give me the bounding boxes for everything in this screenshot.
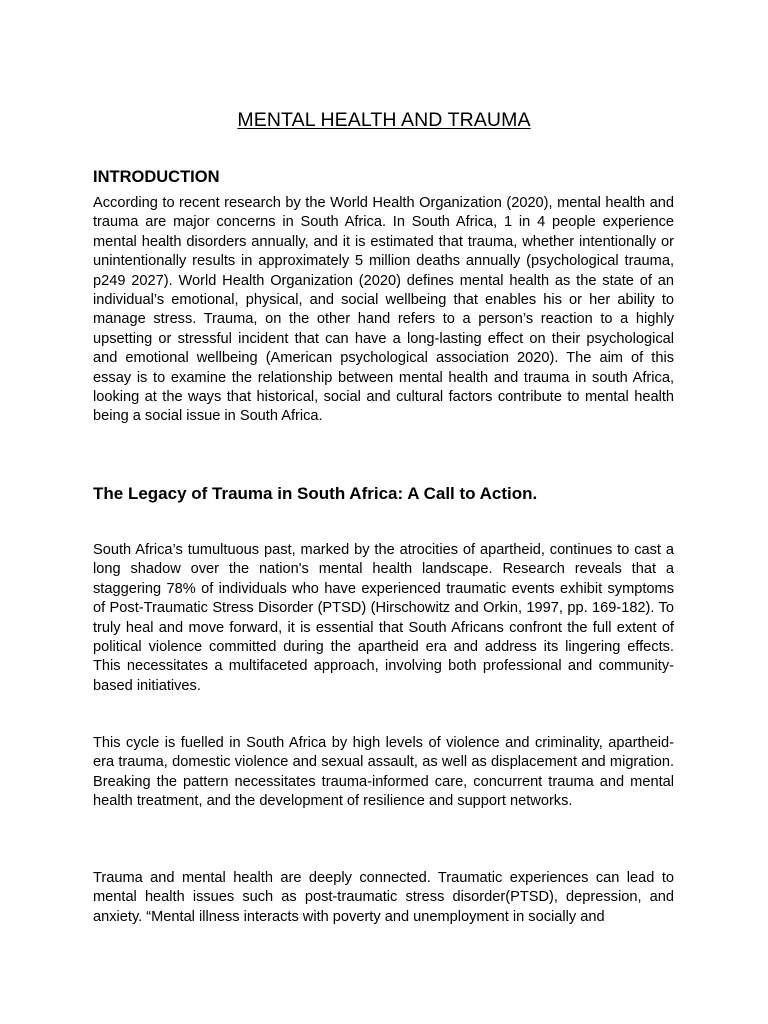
- section-heading-legacy: The Legacy of Trauma in South Africa: A Call to Action.: [93, 484, 538, 503]
- introduction-paragraph: According to recent research by the World Health Organization (2020), mental health and trauma are major concerns in South Africa. In South Africa, 1 in 4 people experience mental health disorders annually, and it is estimated that trauma, whether intentionally or unintentionally results in approximately 5 million deaths annually (psychological trauma, p249 2027). World Health Organization (2020) defines mental health as the state of an individual’s emotional, physical, and social wellbeing that enables his or her ability to manage stress. Trauma, on the other hand refers to a person’s reaction to a highly upsetting or stressful incident that can have a long-lasting effect on their psychological and emotional wellbeing (American psychological association 2020). The aim of this essay is to examine the relationship between mental health and trauma in south Africa, looking at the ways that historical, social and cultural factors contribute to mental health being a social issue in South Africa.: [93, 195, 674, 425]
- legacy-paragraph-1: South Africa’s tumultuous past, marked by the atrocities of apartheid, continues to cast a long shadow over the nation's mental health landscape. Research reveals that a staggering 78% of individuals who have experienced traumatic events exhibit symptoms of Post-Traumatic Stress Disorder (PTSD) (Hirschowitz and Orkin, 1997, pp. 169-182). To truly heal and move forward, it is essential that South Africans confront the full extent of political violence committed during the apartheid era and address its lingering effects. This necessitates a multifaceted approach, involving both professional and community-based initiatives.: [93, 542, 674, 694]
- legacy-paragraph-3: Trauma and mental health are deeply connected. Traumatic experiences can lead to mental health issues such as post-traumatic stress disorder(PTSD), depression, and anxiety. “Mental illness interacts with poverty and unemployment in socially and: [93, 870, 674, 925]
- legacy-paragraph-2: This cycle is fuelled in South Africa by high levels of violence and criminality, apartheid-era trauma, domestic violence and sexual assault, as well as displacement and migration. Breaking the pattern necessitates trauma-informed care, concurrent trauma and mental health treatment, and the development of resilience and support networks.: [93, 735, 674, 810]
- section-heading-introduction: INTRODUCTION: [93, 168, 220, 186]
- document-title: MENTAL HEALTH AND TRAUMA: [237, 109, 531, 131]
